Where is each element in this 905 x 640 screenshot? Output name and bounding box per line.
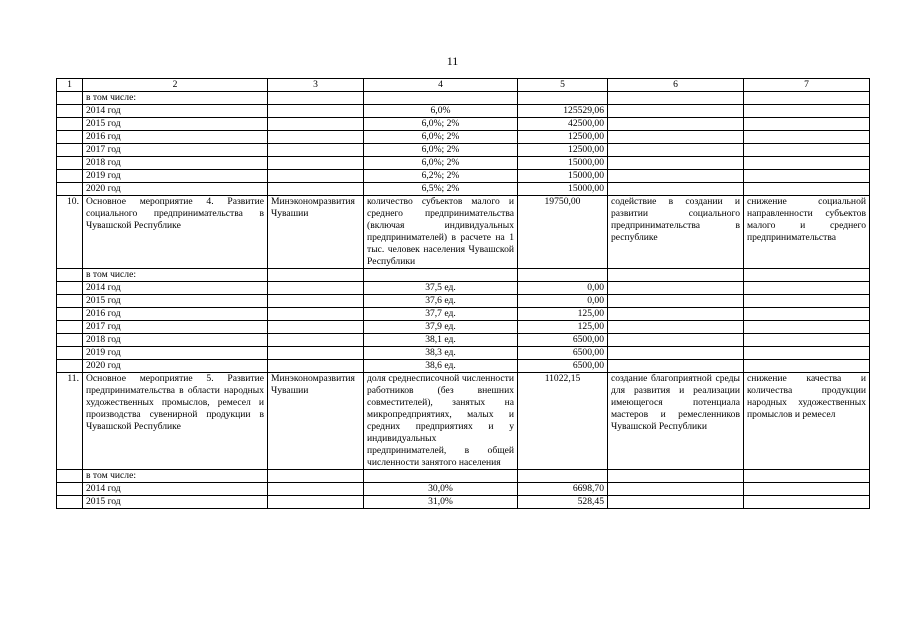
year-row <box>57 157 870 170</box>
empty-cell <box>57 308 83 321</box>
year-amount: 6500,00 <box>518 360 608 373</box>
empty-cell <box>608 157 744 170</box>
column-number: 7 <box>744 79 870 92</box>
empty-cell <box>268 334 364 347</box>
year-label: 2018 год <box>83 334 268 347</box>
empty-cell <box>364 470 518 483</box>
empty-cell <box>518 470 608 483</box>
table-body <box>57 79 870 509</box>
measure-result: создание благоприятной среды для развития и реализации имеющегося потенциала мастеров и ремесленников Чувашской Республики <box>608 373 744 470</box>
year-label: 2020 год <box>83 360 268 373</box>
empty-cell <box>57 496 83 509</box>
column-number: 3 <box>268 79 364 92</box>
year-amount: 0,00 <box>518 295 608 308</box>
empty-cell <box>744 105 870 118</box>
empty-cell <box>57 92 83 105</box>
measure-row <box>57 196 870 269</box>
empty-cell <box>268 269 364 282</box>
year-row <box>57 118 870 131</box>
year-row <box>57 131 870 144</box>
empty-cell <box>608 295 744 308</box>
empty-cell <box>268 360 364 373</box>
year-amount: 12500,00 <box>518 144 608 157</box>
year-row <box>57 282 870 295</box>
empty-cell <box>57 131 83 144</box>
year-amount: 6500,00 <box>518 334 608 347</box>
year-amount: 6500,00 <box>518 347 608 360</box>
measure-amount: 11022,15 <box>518 373 608 470</box>
measure-executor: Минэкономразвития Чувашии <box>268 196 364 269</box>
empty-cell <box>608 321 744 334</box>
year-indicator-value: 6,0% <box>364 105 518 118</box>
year-row <box>57 334 870 347</box>
measure-row <box>57 373 870 470</box>
empty-cell <box>364 269 518 282</box>
empty-cell <box>744 295 870 308</box>
empty-cell <box>57 157 83 170</box>
empty-cell <box>518 269 608 282</box>
measure-indicator: количество субъектов малого и среднего предпринимательства (включая индивидуальных предпринимателей) в расчете на 1 тыс. человек населения Чувашской Республики <box>364 196 518 269</box>
empty-cell <box>744 334 870 347</box>
empty-cell <box>57 105 83 118</box>
empty-cell <box>608 282 744 295</box>
empty-cell <box>744 144 870 157</box>
year-label: 2016 год <box>83 308 268 321</box>
year-row <box>57 483 870 496</box>
empty-cell <box>608 92 744 105</box>
empty-cell <box>57 269 83 282</box>
empty-cell <box>744 92 870 105</box>
including-label: в том числе: <box>83 269 268 282</box>
year-label: 2017 год <box>83 144 268 157</box>
measure-indicator: доля среднесписочной численности работников (без внешних совместителей), занятых на микропредприятиях, малых и средних предприятиях и у индивидуальных предпринимателей, в общей численности занятого населения <box>364 373 518 470</box>
year-indicator-value: 6,5%; 2% <box>364 183 518 196</box>
empty-cell <box>57 483 83 496</box>
measure-consequence: снижение социальной направленности субъектов малого и среднего предпринимательства <box>744 196 870 269</box>
empty-cell <box>608 131 744 144</box>
year-indicator-value: 37,5 ед. <box>364 282 518 295</box>
empty-cell <box>744 470 870 483</box>
empty-cell <box>608 118 744 131</box>
year-amount: 6698,70 <box>518 483 608 496</box>
empty-cell <box>608 360 744 373</box>
empty-cell <box>744 347 870 360</box>
column-number: 4 <box>364 79 518 92</box>
measure-executor: Минэкономразвития Чувашии <box>268 373 364 470</box>
year-row <box>57 496 870 509</box>
year-label: 2020 год <box>83 183 268 196</box>
year-label: 2015 год <box>83 295 268 308</box>
empty-cell <box>57 170 83 183</box>
empty-cell <box>268 170 364 183</box>
empty-cell <box>608 483 744 496</box>
column-number: 6 <box>608 79 744 92</box>
empty-cell <box>268 321 364 334</box>
subtotal-label-row <box>57 470 870 483</box>
year-row <box>57 144 870 157</box>
empty-cell <box>57 334 83 347</box>
empty-cell <box>608 183 744 196</box>
empty-cell <box>268 470 364 483</box>
empty-cell <box>268 496 364 509</box>
year-row <box>57 170 870 183</box>
year-row <box>57 360 870 373</box>
measure-name: Основное мероприятие 5. Развитие предпринимательства в области народных художественных промыслов, ремесел и производства сувенирной продукции в Чувашской Республике <box>83 373 268 470</box>
measure-number: 11. <box>57 373 83 470</box>
year-label: 2016 год <box>83 131 268 144</box>
year-label: 2015 год <box>83 118 268 131</box>
empty-cell <box>57 470 83 483</box>
empty-cell <box>608 105 744 118</box>
column-number: 5 <box>518 79 608 92</box>
empty-cell <box>744 360 870 373</box>
empty-cell <box>57 183 83 196</box>
empty-cell <box>744 269 870 282</box>
empty-cell <box>744 183 870 196</box>
empty-cell <box>268 92 364 105</box>
year-label: 2018 год <box>83 157 268 170</box>
empty-cell <box>744 157 870 170</box>
empty-cell <box>744 170 870 183</box>
empty-cell <box>268 144 364 157</box>
year-indicator-value: 37,7 ед. <box>364 308 518 321</box>
year-label: 2014 год <box>83 483 268 496</box>
year-amount: 15000,00 <box>518 157 608 170</box>
empty-cell <box>608 334 744 347</box>
empty-cell <box>268 282 364 295</box>
year-indicator-value: 6,0%; 2% <box>364 157 518 170</box>
year-row <box>57 321 870 334</box>
year-amount: 125,00 <box>518 321 608 334</box>
year-indicator-value: 31,0% <box>364 496 518 509</box>
year-indicator-value: 38,3 ед. <box>364 347 518 360</box>
year-label: 2014 год <box>83 282 268 295</box>
year-indicator-value: 6,0%; 2% <box>364 118 518 131</box>
empty-cell <box>268 308 364 321</box>
year-amount: 12500,00 <box>518 131 608 144</box>
measure-name: Основное мероприятие 4. Развитие социального предпринимательства в Чувашской Республике <box>83 196 268 269</box>
year-indicator-value: 6,0%; 2% <box>364 144 518 157</box>
year-amount: 42500,00 <box>518 118 608 131</box>
empty-cell <box>744 496 870 509</box>
year-indicator-value: 6,2%; 2% <box>364 170 518 183</box>
empty-cell <box>744 483 870 496</box>
empty-cell <box>608 470 744 483</box>
empty-cell <box>57 118 83 131</box>
empty-cell <box>268 483 364 496</box>
empty-cell <box>268 295 364 308</box>
empty-cell <box>268 131 364 144</box>
year-indicator-value: 30,0% <box>364 483 518 496</box>
year-row <box>57 308 870 321</box>
measure-number: 10. <box>57 196 83 269</box>
including-label: в том числе: <box>83 92 268 105</box>
column-number-row <box>57 79 870 92</box>
column-number: 2 <box>83 79 268 92</box>
empty-cell <box>364 92 518 105</box>
year-indicator-value: 38,6 ед. <box>364 360 518 373</box>
year-amount: 528,45 <box>518 496 608 509</box>
empty-cell <box>518 92 608 105</box>
year-amount: 0,00 <box>518 282 608 295</box>
year-row <box>57 183 870 196</box>
empty-cell <box>268 157 364 170</box>
empty-cell <box>744 118 870 131</box>
empty-cell <box>744 282 870 295</box>
empty-cell <box>57 321 83 334</box>
empty-cell <box>608 170 744 183</box>
measure-result: содействие в создании и развитии социального предпринимательства в республике <box>608 196 744 269</box>
year-row <box>57 347 870 360</box>
empty-cell <box>268 183 364 196</box>
subtotal-label-row <box>57 269 870 282</box>
empty-cell <box>57 282 83 295</box>
empty-cell <box>608 347 744 360</box>
year-label: 2019 год <box>83 170 268 183</box>
measures-table <box>56 78 870 509</box>
year-amount: 125,00 <box>518 308 608 321</box>
empty-cell <box>57 295 83 308</box>
year-row <box>57 295 870 308</box>
measure-consequence: снижение качества и количества продукции народных художественных промыслов и ремесел <box>744 373 870 470</box>
year-label: 2014 год <box>83 105 268 118</box>
year-amount: 125529,06 <box>518 105 608 118</box>
year-amount: 15000,00 <box>518 170 608 183</box>
empty-cell <box>268 105 364 118</box>
empty-cell <box>268 118 364 131</box>
empty-cell <box>608 144 744 157</box>
empty-cell <box>57 347 83 360</box>
year-indicator-value: 37,9 ед. <box>364 321 518 334</box>
year-label: 2019 год <box>83 347 268 360</box>
year-label: 2017 год <box>83 321 268 334</box>
empty-cell <box>608 308 744 321</box>
year-label: 2015 год <box>83 496 268 509</box>
year-indicator-value: 37,6 ед. <box>364 295 518 308</box>
empty-cell <box>608 269 744 282</box>
page-number: 11 <box>446 54 459 68</box>
empty-cell <box>608 496 744 509</box>
empty-cell <box>744 131 870 144</box>
year-indicator-value: 6,0%; 2% <box>364 131 518 144</box>
column-number: 1 <box>57 79 83 92</box>
empty-cell <box>744 321 870 334</box>
measure-amount: 19750,00 <box>518 196 608 269</box>
empty-cell <box>57 144 83 157</box>
empty-cell <box>268 347 364 360</box>
year-indicator-value: 38,1 ед. <box>364 334 518 347</box>
subtotal-label-row <box>57 92 870 105</box>
year-amount: 15000,00 <box>518 183 608 196</box>
empty-cell <box>57 360 83 373</box>
empty-cell <box>744 308 870 321</box>
year-row <box>57 105 870 118</box>
including-label: в том числе: <box>83 470 268 483</box>
